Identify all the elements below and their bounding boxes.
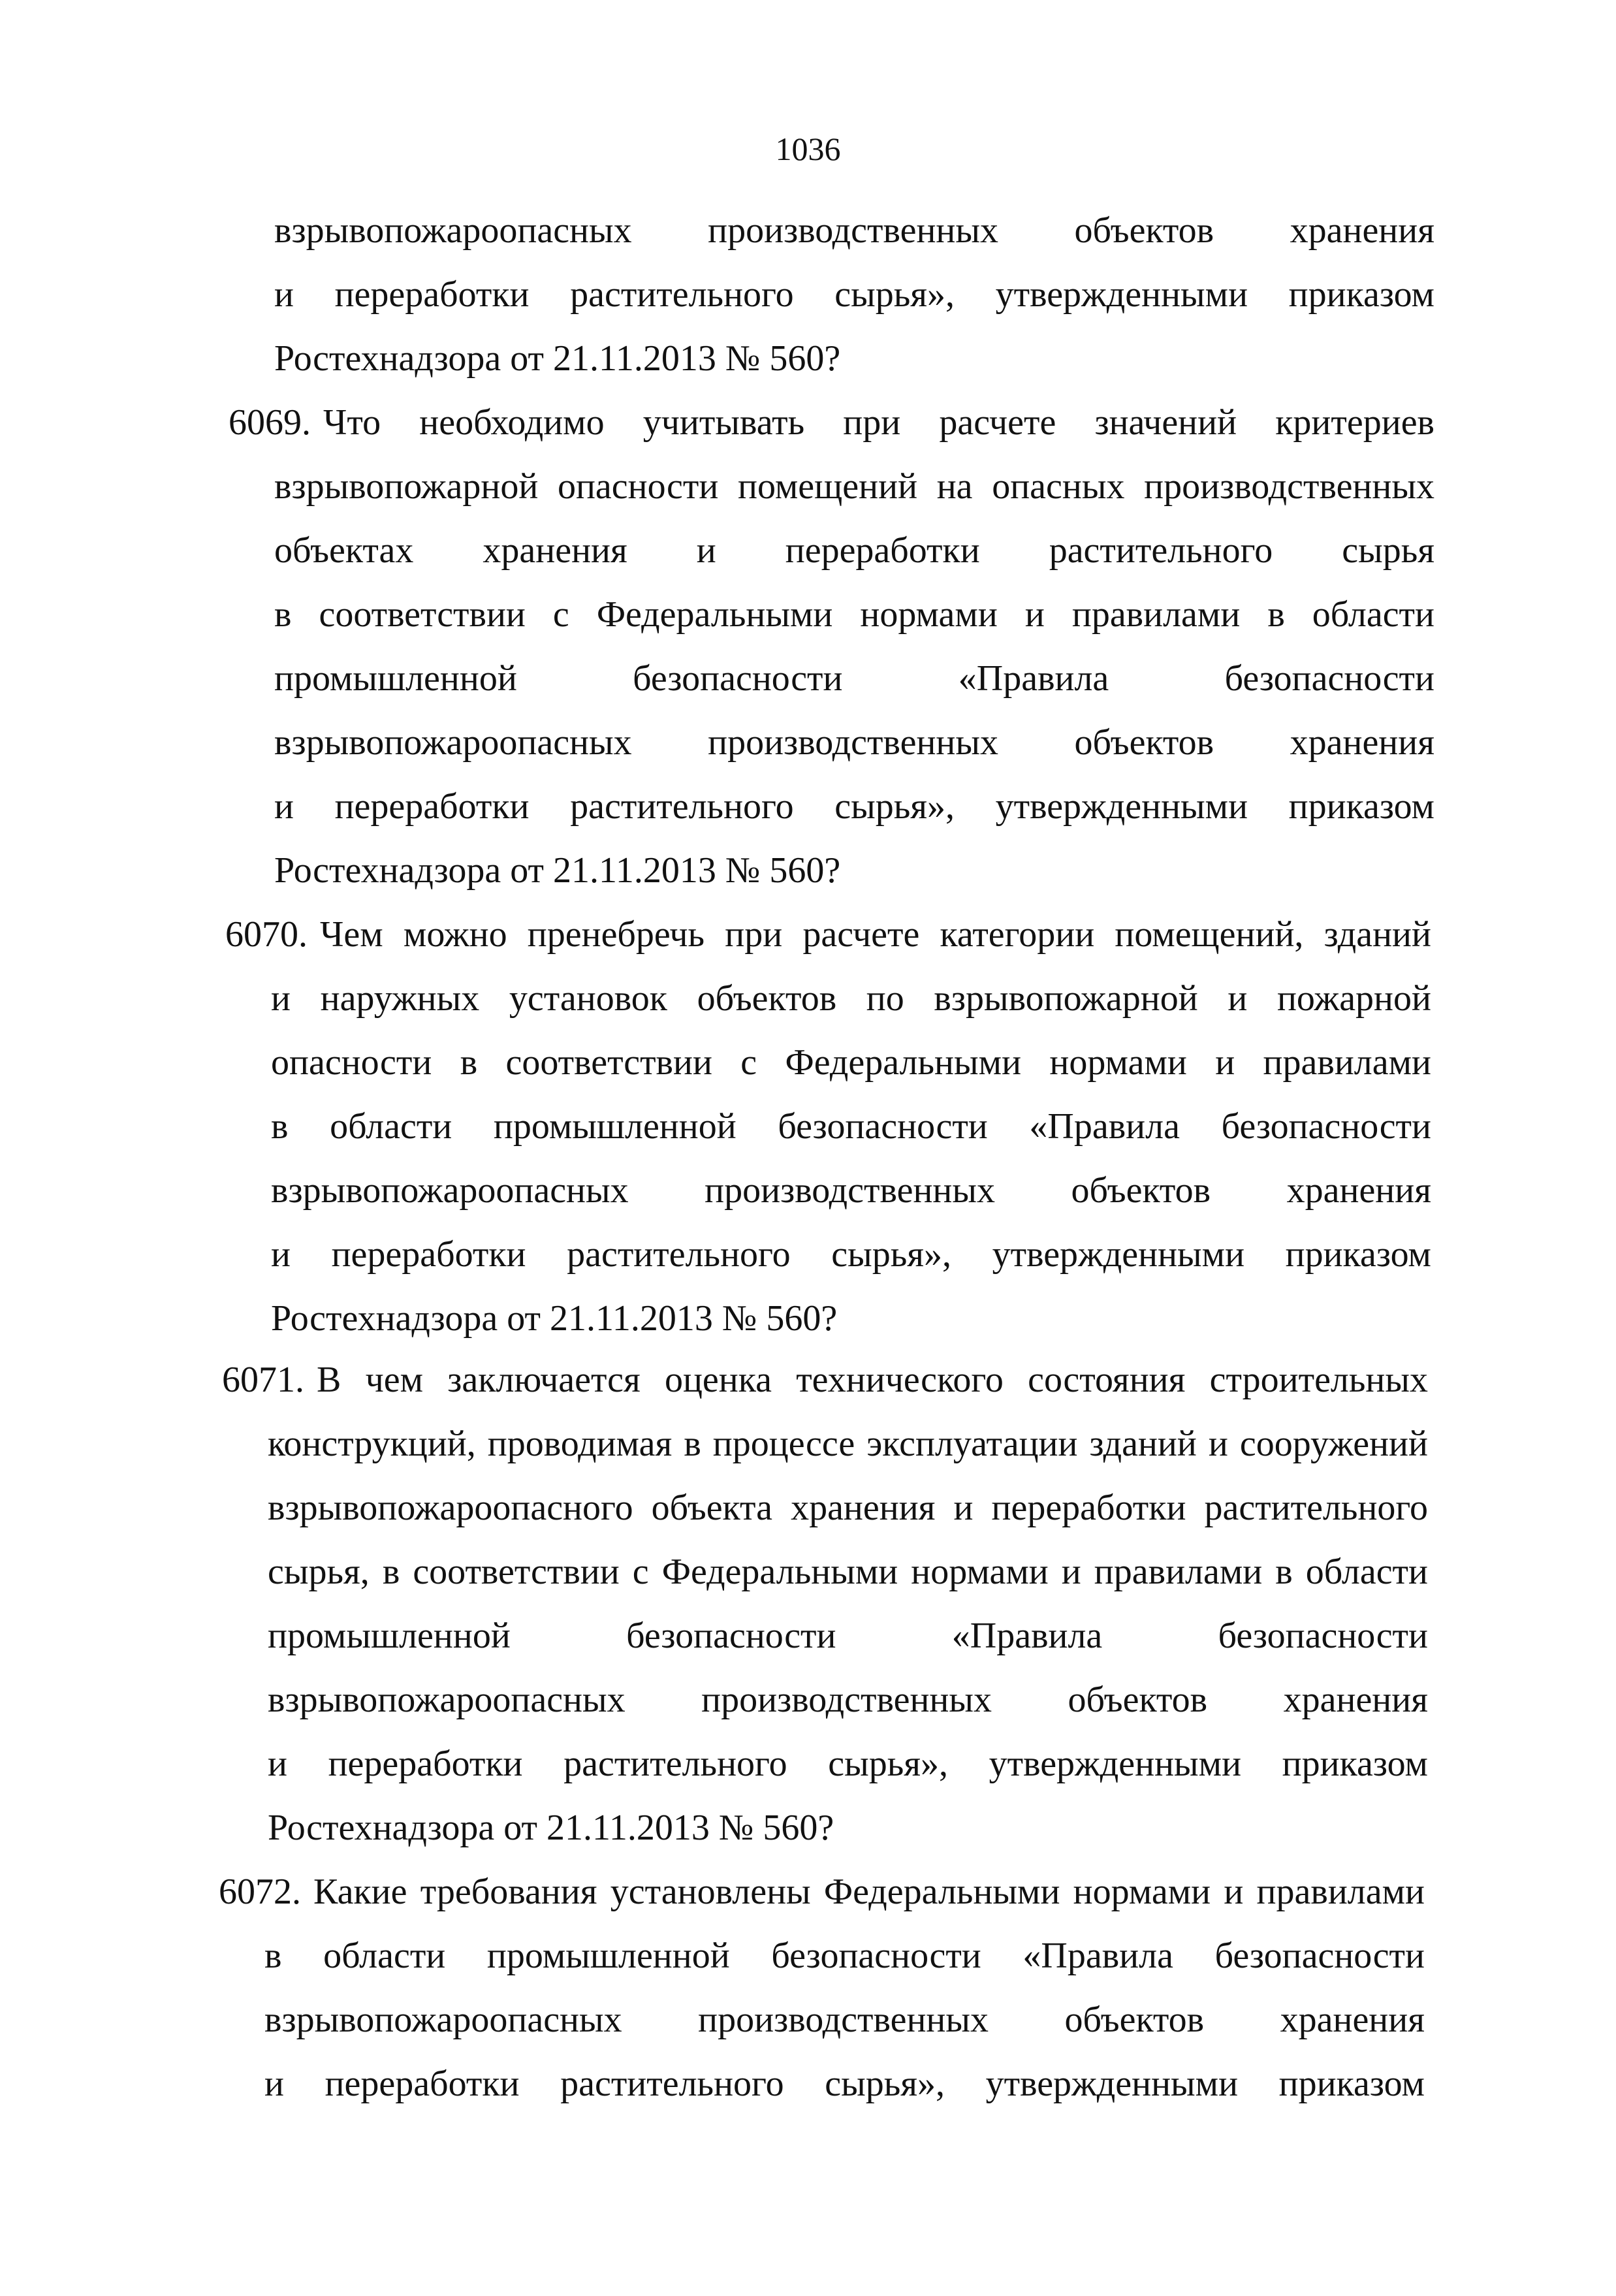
question-6072-number: 6072. xyxy=(219,1872,301,1912)
question-6069-line-3: объектах хранения и переработки растительного сырья xyxy=(274,530,1434,571)
question-6071-line-5: промышленной безопасности «Правила безопасности xyxy=(268,1616,1428,1656)
question-6072-line-3: взрывопожароопасных производственных объектов хранения xyxy=(264,2000,1425,2040)
question-6070-line-2: и наружных установок объектов по взрывопожарной и пожарной xyxy=(271,978,1431,1019)
question-6068-line-1: взрывопожароопасных производственных объектов хранения xyxy=(274,210,1434,251)
question-6071-line-8: Ростехнадзора от 21.11.2013 № 560? xyxy=(268,1808,834,1848)
question-6071-line-6: взрывопожароопасных производственных объектов хранения xyxy=(268,1680,1428,1720)
question-6069-line-8: Ростехнадзора от 21.11.2013 № 560? xyxy=(274,850,841,891)
question-6069-line-5: промышленной безопасности «Правила безопасности xyxy=(274,658,1434,699)
question-6069-first-line xyxy=(229,400,1434,445)
question-6070-line-4: в области промышленной безопасности «Правила безопасности xyxy=(271,1106,1431,1147)
question-6071-number: 6071. xyxy=(222,1360,304,1400)
question-6071-line-1: В чем заключается оценка технического состояния строительных xyxy=(317,1360,1428,1400)
question-6069-line-2: взрывопожарной опасности помещений на опасных производственных xyxy=(274,466,1434,507)
question-6068-line-3: Ростехнадзора от 21.11.2013 № 560? xyxy=(274,338,841,379)
question-6069-line-7: и переработки растительного сырья», утвержденными приказом xyxy=(274,786,1434,827)
question-6069-line-1: Что необходимо учитывать при расчете значений критериев xyxy=(323,402,1434,443)
question-6070-line-1: Чем можно пренебречь при расчете категории помещений, зданий xyxy=(320,914,1431,955)
question-6072-line-1: Какие требования установлены Федеральными нормами и правилами xyxy=(313,1872,1425,1912)
question-6070-first-line xyxy=(225,912,1431,957)
question-6071-line-4: сырья, в соответствии с Федеральными нормами и правилами в области xyxy=(268,1552,1428,1592)
question-6070-number: 6070. xyxy=(225,914,308,955)
question-6072-line-2: в области промышленной безопасности «Правила безопасности xyxy=(264,1936,1425,1976)
question-6069-line-4: в соответствии с Федеральными нормами и правилами в области xyxy=(274,594,1434,635)
question-6072-first-line xyxy=(219,1869,1425,1915)
question-6070-line-5: взрывопожароопасных производственных объектов хранения xyxy=(271,1170,1431,1211)
question-6070-line-6: и переработки растительного сырья», утвержденными приказом xyxy=(271,1234,1431,1275)
question-6071-line-2: конструкций, проводимая в процессе эксплуатации зданий и сооружений xyxy=(268,1424,1428,1464)
question-6069-line-6: взрывопожароопасных производственных объектов хранения xyxy=(274,722,1434,763)
question-6070-line-7: Ростехнадзора от 21.11.2013 № 560? xyxy=(271,1298,838,1339)
question-6071-line-3: взрывопожароопасного объекта хранения и переработки растительного xyxy=(268,1488,1428,1528)
page-number: 1036 xyxy=(775,131,841,167)
question-6068-line-2: и переработки растительного сырья», утвержденными приказом xyxy=(274,274,1434,315)
question-6070-line-3: опасности в соответствии с Федеральными нормами и правилами xyxy=(271,1042,1431,1083)
question-6071-line-7: и переработки растительного сырья», утвержденными приказом xyxy=(268,1744,1428,1784)
question-6069-number: 6069. xyxy=(229,402,311,443)
question-6071-first-line xyxy=(222,1357,1428,1403)
question-6072-line-4: и переработки растительного сырья», утвержденными приказом xyxy=(264,2064,1425,2104)
